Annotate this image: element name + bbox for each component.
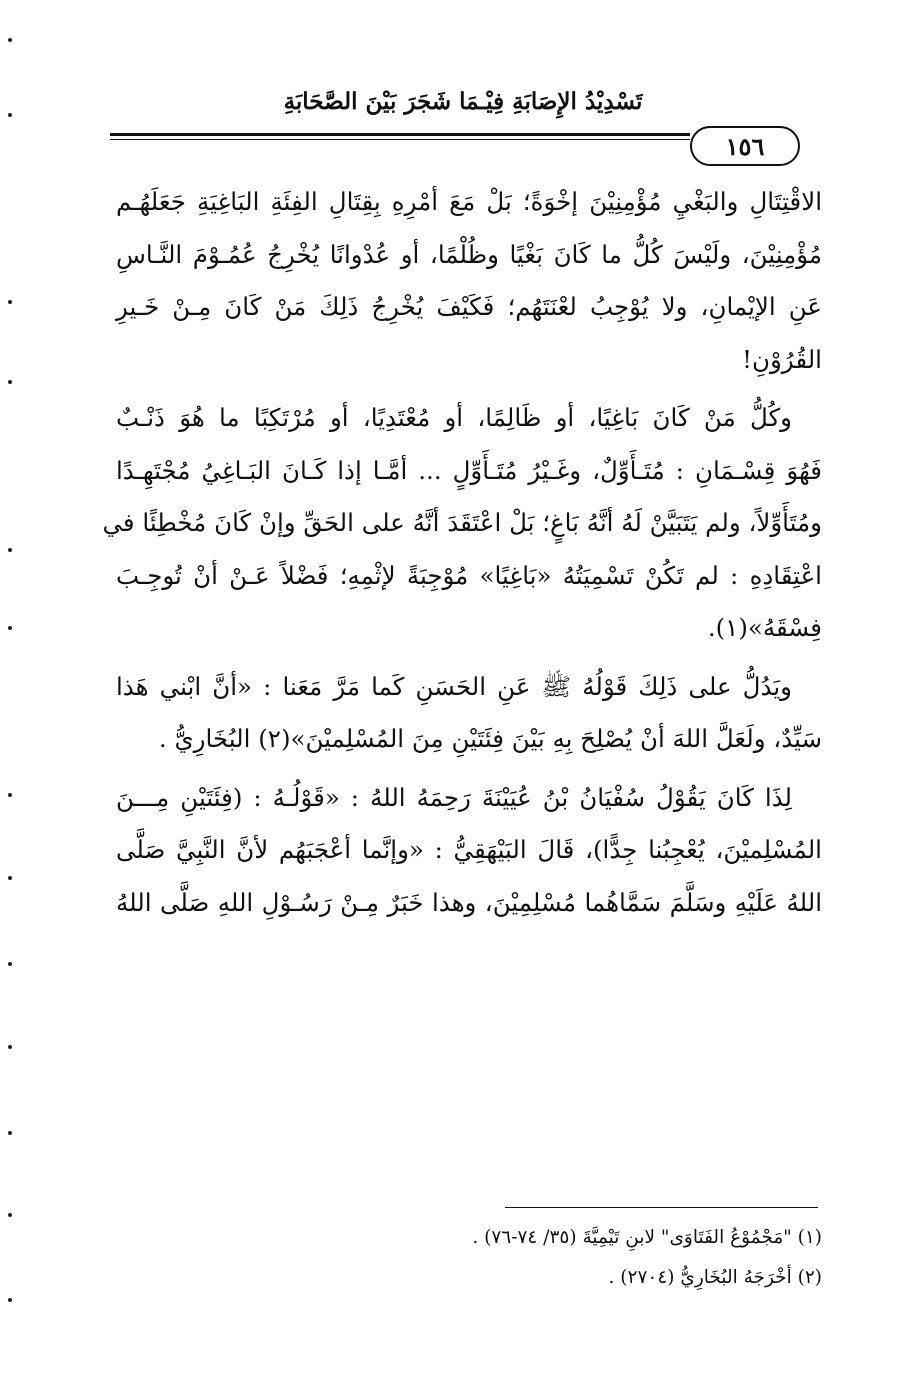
header-rule bbox=[110, 126, 822, 170]
scan-margin-mark bbox=[8, 876, 12, 880]
text-line: ويَدُلُّ على ذَلِكَ قَوْلُهُ ﷺ عَنِ الحَسَنِ كَما مَرَّ مَعَنا : «أنَّ ابْني هَذا bbox=[116, 671, 792, 701]
paragraph bbox=[116, 772, 822, 930]
scan-margin-mark bbox=[8, 300, 12, 304]
running-title: تَسْدِيْدُ الإِصَابَةِ فِيْـمَا شَجَرَ بَيْنَ الصَّحَابَةِ bbox=[283, 88, 643, 115]
text-line: ومُتَأَوِّلاً، ولم يَتَبَيَّنْ لَهُ أنَّهُ بَاغٍ؛ بَلْ اعْتَقَدَ أنَّهُ على الحَقِّ وإنْ كَانَ مُخْطِئًا في bbox=[102, 508, 822, 537]
scan-margin-mark bbox=[8, 1298, 12, 1302]
scan-margin-mark bbox=[8, 1213, 12, 1217]
text-line: مُؤْمِنِيْنَ، ولَيْسَ كُلُّ ما كَانَ بَغْيًا وظُلْمًا، أو عُدْوانًا يُخْرِجُ عُمُـوْمَ النَّـاسِ bbox=[116, 239, 822, 269]
header-rule-thick bbox=[110, 133, 690, 136]
scan-margin-mark bbox=[8, 113, 12, 117]
text-line: الاقْتِتَالِ والبَغْيِ مُؤْمِنِيْنَ إخْوَةً؛ بَلْ مَعَ أمْرِهِ بِقِتَالِ الفِئَةِ البَاغِيَةِ جَعَلَهُـم bbox=[116, 187, 822, 216]
text-line: اللهُ عَلَيْهِ وسَلَّمَ سَمَّاهُما مُسْلِمِيْنَ، وهذا خَبَرٌ مِـنْ رَسُـوْلِ اللهِ صَلَّى اللهُ bbox=[116, 887, 822, 917]
text-line: فَهُوَ قِسْـمَانِ : مُتَـأَوِّلٌ، وغَـيْرُ مُتَـأَوِّلٍ ... أمَّـا إذا كَـانَ البَـاغِيُ مُجْتَهِـدًا bbox=[116, 455, 822, 485]
text-line: القُرُوْنِ! bbox=[742, 344, 822, 374]
paragraph bbox=[116, 661, 822, 766]
text-line: المُسْلِميْنَ، يُعْجِبُنا جِدًّا)، قَالَ البَيْهَقِيُّ : «وإنَّما أعْجَبَهُم لأنَّ النَّبِيَّ صَلَّى bbox=[116, 835, 822, 864]
footnote: (٢) أخْرَجَهُ البُخَارِيُّ (٢٧٠٤) . bbox=[608, 1267, 822, 1288]
header-rule-thin bbox=[110, 139, 690, 140]
scan-margin-mark bbox=[8, 793, 12, 797]
text-line: فِسْقَهُ»(١). bbox=[707, 613, 822, 642]
text-line: عَنِ الإيْمانِ، ولا يُوْجِبُ لعْنَتَهُم؛ فَكَيْفَ يُخْرِجُ ذَلِكَ مَنْ كَانَ مِـنْ خَـيرِ bbox=[116, 292, 822, 321]
scan-margin-mark bbox=[8, 626, 12, 630]
footnote-separator bbox=[505, 1207, 818, 1208]
body-text bbox=[102, 176, 822, 929]
scan-margin-mark bbox=[8, 1131, 12, 1135]
scan-margin-mark bbox=[8, 962, 12, 966]
text-line: وكُلُّ مَنْ كَانَ بَاغِيًا، أو ظَالِمًا، أو مُعْتَدِيًا، أو مُرْتَكِبًا ما هُوَ ذَنْـبٌ bbox=[116, 403, 792, 432]
text-line: لِذَا كَانَ يَقُوْلُ سُفْيَانُ بْنُ عُيَيْنَةَ رَحِمَهُ اللهُ : «قَوْلُـهُ : (فِئَتَيْنِ مِـــنَ bbox=[116, 782, 792, 812]
scan-margin-mark bbox=[8, 1045, 12, 1049]
footnotes bbox=[150, 1218, 822, 1298]
page-number: ١٥٦ bbox=[690, 126, 800, 166]
text-line: اعْتِقَادِهِ : لم تَكُنْ تَسْمِيَتُهُ «بَاغِيًا» مُوْجِبَةً لإثْمِهِ؛ فَضْلاً عَـنْ أنْ تُوجِـبَ bbox=[116, 560, 822, 590]
scan-margin-mark bbox=[8, 38, 12, 42]
text-line: سَيِّدٌ، ولَعَلَّ اللهَ أنْ يُصْلِحَ بِهِ بَيْنَ فِئَتَيْنِ مِنَ المُسْلِميْنَ»(٢) البُخَارِيُّ . bbox=[158, 724, 822, 753]
scan-margin-mark bbox=[8, 548, 12, 552]
scan-margin-mark bbox=[8, 380, 12, 384]
paragraph bbox=[116, 176, 822, 386]
footnote: (١) "مَجْمُوْعُ الفَتَاوَى" لابنِ تَيْمِيَّةَ (٣٥/ ٧٤-٧٦) . bbox=[472, 1227, 822, 1248]
paragraph bbox=[102, 392, 822, 655]
